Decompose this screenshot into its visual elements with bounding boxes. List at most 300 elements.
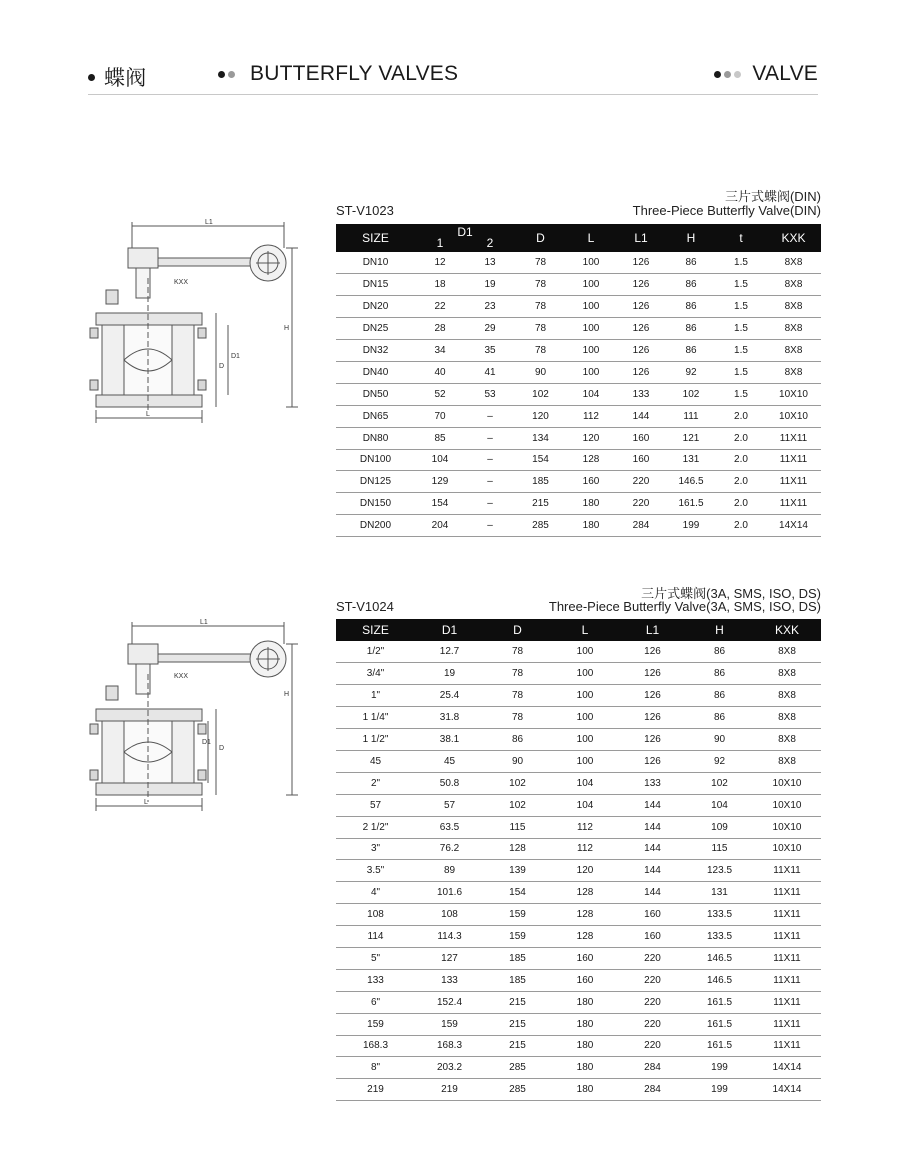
table-cell: 159: [336, 1013, 415, 1035]
table-cell: 101.6: [415, 882, 484, 904]
col-header-d1: D1: [457, 225, 473, 239]
table-body: [336, 641, 821, 1101]
table-cell: 1.5: [716, 361, 766, 383]
table-cell: 126: [619, 685, 686, 707]
table-cell: 215: [515, 493, 566, 515]
table-cell: 86: [666, 274, 716, 296]
table-cell: 78: [484, 707, 551, 729]
table-cell: DN65: [336, 405, 415, 427]
table-cell: 160: [551, 947, 619, 969]
table-cell: 284: [619, 1079, 686, 1101]
table-row: [336, 493, 821, 515]
table-cell: 57: [336, 794, 415, 816]
table-cell: 180: [566, 515, 616, 537]
table-cell: 180: [551, 1057, 619, 1079]
table-cell: –: [465, 449, 515, 471]
table-cell: 215: [484, 1035, 551, 1057]
table-cell: 1.5: [716, 296, 766, 318]
table-cell: 131: [666, 449, 716, 471]
table-cell: 100: [551, 641, 619, 663]
table-row: [336, 685, 821, 707]
table-row: [336, 707, 821, 729]
table-cell: 19: [415, 663, 484, 685]
table-cell: 86: [686, 641, 753, 663]
table-cell: 102: [484, 794, 551, 816]
table-cell: 115: [484, 816, 551, 838]
table-cell: 285: [484, 1079, 551, 1101]
table-cell: DN80: [336, 427, 415, 449]
table-row: [336, 816, 821, 838]
bullet-dot-icon: [88, 74, 95, 81]
table-cell: 1/2": [336, 641, 415, 663]
table-cell: 219: [415, 1079, 484, 1101]
table-row: [336, 882, 821, 904]
table-row: [336, 252, 821, 274]
table-cell: 285: [515, 515, 566, 537]
table-cell: 78: [484, 641, 551, 663]
table-row: [336, 750, 821, 772]
table-cell: 121: [666, 427, 716, 449]
table-cell: 31.8: [415, 707, 484, 729]
dim-label-h: H: [284, 691, 290, 698]
table-cell: 102: [686, 772, 753, 794]
table-cell: 102: [666, 383, 716, 405]
table-header-row: [336, 224, 821, 252]
table-cell: 45: [415, 750, 484, 772]
table-cell: 126: [616, 318, 666, 340]
table-row: [336, 340, 821, 362]
table-row: [336, 427, 821, 449]
table-row: [336, 969, 821, 991]
table-cell: 126: [616, 296, 666, 318]
table-cell: 1 1/4": [336, 707, 415, 729]
table-cell: 100: [566, 252, 616, 274]
table-cell: 25.4: [415, 685, 484, 707]
table-cell: 185: [484, 969, 551, 991]
table-cell: 203.2: [415, 1057, 484, 1079]
table-cell: 102: [484, 772, 551, 794]
spec-table-st-v1024: [336, 619, 821, 1101]
table-cell: 133: [415, 969, 484, 991]
table-cell: 100: [566, 318, 616, 340]
table-cell: 63.5: [415, 816, 484, 838]
table-cell: –: [465, 471, 515, 493]
table-cell: DN15: [336, 274, 415, 296]
table-cell: 109: [686, 816, 753, 838]
table-cell: 152.4: [415, 991, 484, 1013]
table-row: [336, 405, 821, 427]
table-cell: 168.3: [415, 1035, 484, 1057]
table-cell: 10X10: [753, 816, 821, 838]
table-cell: 161.5: [686, 991, 753, 1013]
dim-label-l: L: [146, 411, 150, 418]
table-cell: 100: [551, 750, 619, 772]
col-header-h: H: [666, 224, 716, 252]
table-cell: 129: [415, 471, 465, 493]
dim-label-kxx: KXX: [174, 279, 189, 286]
table-cell: 8X8: [766, 318, 821, 340]
table-cell: 8X8: [766, 252, 821, 274]
col-header-d: D: [515, 224, 566, 252]
col-header-d: D: [484, 619, 551, 641]
table-cell: DN20: [336, 296, 415, 318]
table-row: [336, 663, 821, 685]
table-cell: 10X10: [753, 794, 821, 816]
table-row: [336, 449, 821, 471]
table-cell: 86: [686, 663, 753, 685]
table-cell: 6": [336, 991, 415, 1013]
table-cell: 160: [619, 926, 686, 948]
table-cell: 85: [415, 427, 465, 449]
table-cell: 120: [551, 860, 619, 882]
bullet-dot-icon: [734, 71, 741, 78]
table-cell: 13: [465, 252, 515, 274]
table-cell: 11X11: [753, 882, 821, 904]
table-cell: 8X8: [753, 641, 821, 663]
table-cell: 1.5: [716, 383, 766, 405]
table-row: [336, 860, 821, 882]
table-cell: 104: [415, 449, 465, 471]
dim-label-l1: L1: [205, 219, 213, 226]
table-cell: 50.8: [415, 772, 484, 794]
table-cell: 126: [616, 340, 666, 362]
bullet-dot-icon: [724, 71, 731, 78]
table-cell: 78: [484, 663, 551, 685]
table-cell: 1.5: [716, 274, 766, 296]
table-cell: 12: [415, 252, 465, 274]
table-cell: 215: [484, 991, 551, 1013]
table-cell: 180: [551, 1013, 619, 1035]
table-cell: 133: [336, 969, 415, 991]
table-cell: 2": [336, 772, 415, 794]
col-header-d1: D1: [415, 619, 484, 641]
table-cell: 41: [465, 361, 515, 383]
table-cell: 180: [551, 1079, 619, 1101]
col-header-size: SIZE: [336, 619, 415, 641]
table-cell: 144: [619, 794, 686, 816]
col-header-l1: L1: [616, 224, 666, 252]
table-cell: 160: [616, 427, 666, 449]
dim-label-d: D: [219, 363, 225, 370]
bullet-dot-icon: [228, 71, 235, 78]
table-cell: 144: [616, 405, 666, 427]
table-cell: 102: [515, 383, 566, 405]
table-cell: 3.5": [336, 860, 415, 882]
table-cell: 126: [619, 641, 686, 663]
table-cell: –: [465, 405, 515, 427]
table-cell: 219: [336, 1079, 415, 1101]
table-row: [336, 1035, 821, 1057]
table-cell: 22: [415, 296, 465, 318]
col-header-d1-1: 1: [436, 236, 444, 250]
table-cell: 90: [515, 361, 566, 383]
table-cell: 112: [566, 405, 616, 427]
table-cell: 14X14: [766, 515, 821, 537]
table-cell: DN50: [336, 383, 415, 405]
table-cell: 86: [666, 318, 716, 340]
table-cell: 2.0: [716, 427, 766, 449]
table-cell: 128: [566, 449, 616, 471]
col-header-d1-2: 2: [486, 236, 494, 250]
table-cell: 78: [515, 252, 566, 274]
table-cell: DN32: [336, 340, 415, 362]
table-cell: 5": [336, 947, 415, 969]
table-cell: 220: [619, 991, 686, 1013]
dim-label-d1: D1: [202, 739, 211, 746]
valve-technical-drawing: [88, 218, 303, 428]
table-cell: 144: [619, 838, 686, 860]
product-code: ST-V1023: [336, 203, 394, 218]
header-en-title: BUTTERFLY VALVES: [250, 62, 459, 85]
dim-label-l: L: [144, 799, 148, 806]
table-row: [336, 296, 821, 318]
table-cell: 11X11: [753, 926, 821, 948]
table-cell: 284: [616, 515, 666, 537]
table-cell: 86: [666, 252, 716, 274]
table-row: [336, 772, 821, 794]
table-cell: 8X8: [753, 663, 821, 685]
table-cell: 11X11: [753, 947, 821, 969]
dim-label-kxx: KXX: [174, 673, 189, 680]
table-cell: 11X11: [753, 1013, 821, 1035]
table-cell: 199: [686, 1079, 753, 1101]
table-cell: 133: [619, 772, 686, 794]
table-cell: 220: [619, 1035, 686, 1057]
table-cell: 53: [465, 383, 515, 405]
table-row: [336, 641, 821, 663]
col-header-d1-group: [415, 224, 515, 252]
product-en-name: Three-Piece Butterfly Valve(3A, SMS, ISO, DS): [548, 599, 821, 614]
table-cell: 8X8: [766, 274, 821, 296]
table-cell: 204: [415, 515, 465, 537]
product-code: ST-V1024: [336, 599, 394, 614]
table-cell: 10X10: [766, 383, 821, 405]
table-cell: 123.5: [686, 860, 753, 882]
table-cell: 114.3: [415, 926, 484, 948]
table-body: [336, 252, 821, 537]
table-cell: 126: [619, 729, 686, 751]
table-cell: 185: [515, 471, 566, 493]
table-cell: 78: [484, 685, 551, 707]
table-cell: 2.0: [716, 515, 766, 537]
table-cell: 220: [616, 493, 666, 515]
table-cell: 120: [566, 427, 616, 449]
table-cell: 2.0: [716, 449, 766, 471]
table-cell: 8X8: [766, 296, 821, 318]
table-cell: 161.5: [686, 1035, 753, 1057]
col-header-size: SIZE: [336, 224, 415, 252]
table-cell: 1.5: [716, 252, 766, 274]
table-cell: 215: [484, 1013, 551, 1035]
table-cell: 133.5: [686, 926, 753, 948]
table-cell: 11X11: [766, 449, 821, 471]
header-category-group: [714, 62, 818, 86]
table-cell: –: [465, 515, 515, 537]
table-cell: 180: [566, 493, 616, 515]
table-cell: 128: [484, 838, 551, 860]
table-cell: 128: [551, 926, 619, 948]
table-cell: 2.0: [716, 471, 766, 493]
table-cell: 134: [515, 427, 566, 449]
col-header-kxk: KXK: [753, 619, 821, 641]
table-cell: 146.5: [686, 947, 753, 969]
table-row: [336, 838, 821, 860]
table-cell: 154: [484, 882, 551, 904]
table-cell: 3/4": [336, 663, 415, 685]
product-cn-name: 三片式蝶阀(3A, SMS, ISO, DS): [641, 586, 821, 601]
table-cell: 104: [551, 772, 619, 794]
spec-table-st-v1023: [336, 224, 821, 537]
table-cell: 14X14: [753, 1079, 821, 1101]
table-cell: 131: [686, 882, 753, 904]
table-cell: 1 1/2": [336, 729, 415, 751]
table-cell: 4": [336, 882, 415, 904]
table-cell: 120: [515, 405, 566, 427]
header-cn-title: 蝶阀: [104, 67, 147, 90]
table-cell: 220: [616, 471, 666, 493]
table-cell: 1.5: [716, 318, 766, 340]
table-cell: 114: [336, 926, 415, 948]
table-cell: 104: [566, 383, 616, 405]
table-cell: 89: [415, 860, 484, 882]
table-cell: 8X8: [753, 729, 821, 751]
header-cn-title-group: [88, 62, 146, 92]
col-header-l1: L1: [619, 619, 686, 641]
table-cell: 146.5: [686, 969, 753, 991]
table-cell: 100: [551, 707, 619, 729]
table-cell: 112: [551, 838, 619, 860]
table-cell: 159: [484, 904, 551, 926]
table-cell: DN100: [336, 449, 415, 471]
table-cell: 144: [619, 882, 686, 904]
table-cell: 180: [551, 991, 619, 1013]
table-cell: 57: [415, 794, 484, 816]
table-cell: 133.5: [686, 904, 753, 926]
table-cell: 8X8: [753, 750, 821, 772]
table-row: [336, 926, 821, 948]
table-row: [336, 318, 821, 340]
table-cell: 139: [484, 860, 551, 882]
table-cell: 2.0: [716, 405, 766, 427]
table-cell: 126: [616, 252, 666, 274]
table-cell: 90: [484, 750, 551, 772]
table-cell: 126: [619, 663, 686, 685]
table-cell: 11X11: [753, 1035, 821, 1057]
table-row: [336, 471, 821, 493]
table-cell: 10X10: [753, 772, 821, 794]
table-cell: 159: [415, 1013, 484, 1035]
table-cell: 78: [515, 318, 566, 340]
table-cell: 8X8: [766, 340, 821, 362]
table-cell: 160: [566, 471, 616, 493]
table-cell: 112: [551, 816, 619, 838]
table-header-row: [336, 619, 821, 641]
table-cell: 10X10: [766, 405, 821, 427]
header-category: VALVE: [752, 62, 818, 85]
bullet-dot-icon: [714, 71, 721, 78]
table-row: [336, 904, 821, 926]
table-cell: 100: [566, 274, 616, 296]
table-cell: DN25: [336, 318, 415, 340]
table-cell: DN150: [336, 493, 415, 515]
table-cell: 8X8: [766, 361, 821, 383]
table-cell: 126: [616, 361, 666, 383]
table-row: [336, 1057, 821, 1079]
table-cell: 185: [484, 947, 551, 969]
table-cell: 19: [465, 274, 515, 296]
table-cell: 2 1/2": [336, 816, 415, 838]
col-header-l: L: [566, 224, 616, 252]
table-row: [336, 383, 821, 405]
table-row: [336, 947, 821, 969]
table-cell: 126: [619, 707, 686, 729]
table-cell: 128: [551, 882, 619, 904]
table-cell: 11X11: [753, 991, 821, 1013]
table-cell: 108: [415, 904, 484, 926]
table-cell: 11X11: [766, 471, 821, 493]
table-cell: 146.5: [666, 471, 716, 493]
table-cell: 100: [566, 296, 616, 318]
table-cell: 86: [686, 685, 753, 707]
table-cell: 11X11: [753, 969, 821, 991]
table-cell: 115: [686, 838, 753, 860]
table-cell: 14X14: [753, 1057, 821, 1079]
table-cell: 90: [686, 729, 753, 751]
table-cell: 104: [686, 794, 753, 816]
table-cell: 11X11: [753, 860, 821, 882]
table-row: [336, 729, 821, 751]
table-row: [336, 361, 821, 383]
table-cell: 159: [484, 926, 551, 948]
product-en-name: Three-Piece Butterfly Valve(DIN): [632, 203, 821, 218]
table-cell: 1": [336, 685, 415, 707]
table-cell: 78: [515, 340, 566, 362]
dim-label-d1: D1: [231, 353, 240, 360]
dim-label-d: D: [219, 745, 225, 752]
dim-label-h: H: [284, 325, 290, 332]
table-cell: 38.1: [415, 729, 484, 751]
table-cell: 160: [551, 969, 619, 991]
table-cell: 100: [551, 663, 619, 685]
table-cell: 34: [415, 340, 465, 362]
table-cell: 35: [465, 340, 515, 362]
table-cell: DN10: [336, 252, 415, 274]
table-cell: 11X11: [766, 427, 821, 449]
table-row: [336, 991, 821, 1013]
product-cn-name: 三片式蝶阀(DIN): [724, 189, 821, 204]
table-cell: 78: [515, 274, 566, 296]
table-row: [336, 1079, 821, 1101]
table-cell: 168.3: [336, 1035, 415, 1057]
table-cell: 144: [619, 860, 686, 882]
table-cell: 144: [619, 816, 686, 838]
table-cell: 2.0: [716, 493, 766, 515]
table-cell: 1.5: [716, 340, 766, 362]
table-cell: DN40: [336, 361, 415, 383]
table-cell: 45: [336, 750, 415, 772]
table-cell: 10X10: [753, 838, 821, 860]
table-cell: 199: [686, 1057, 753, 1079]
table-cell: 100: [551, 685, 619, 707]
table-cell: 220: [619, 969, 686, 991]
col-header-kxk: KXK: [766, 224, 821, 252]
table-cell: 8X8: [753, 707, 821, 729]
table-cell: 220: [619, 1013, 686, 1035]
table-cell: 180: [551, 1035, 619, 1057]
table-row: [336, 515, 821, 537]
table-cell: 133: [616, 383, 666, 405]
table-row: [336, 274, 821, 296]
